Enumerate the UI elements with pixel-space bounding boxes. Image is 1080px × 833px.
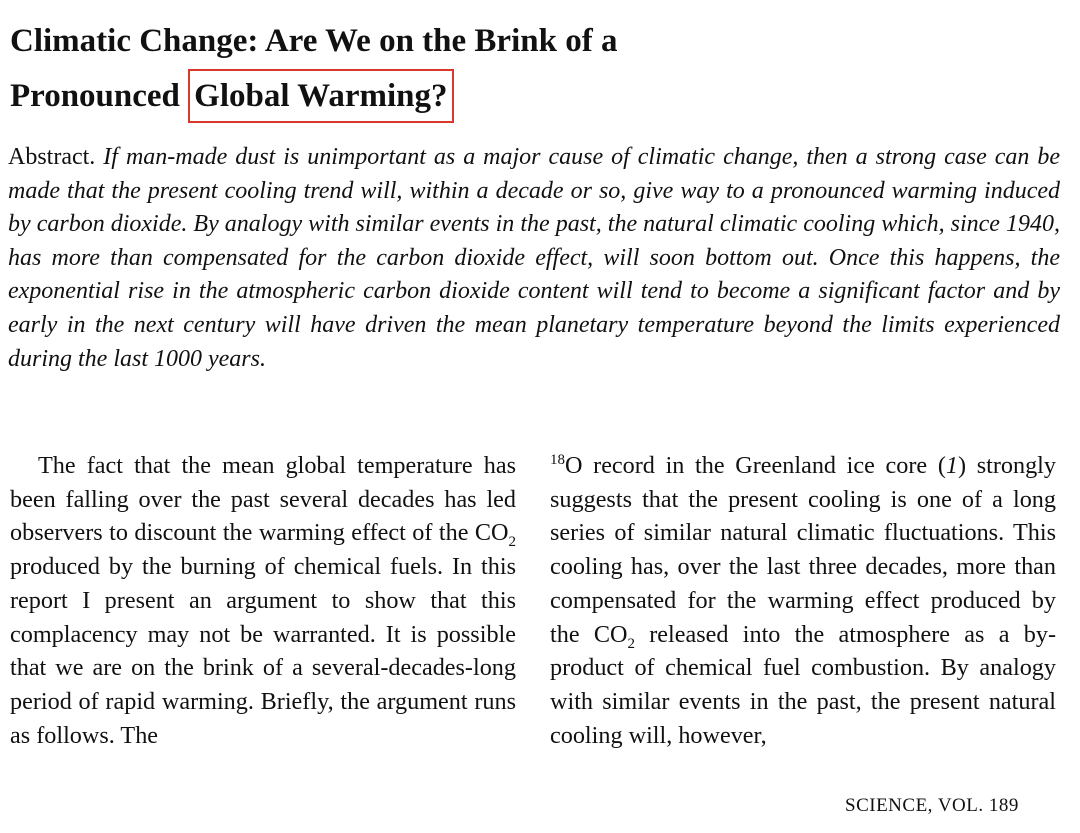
right-column-text xyxy=(550,449,1056,752)
title-line-2 xyxy=(10,69,1070,124)
reference-number: 1 xyxy=(945,452,958,479)
co2-subscript: 2 xyxy=(627,635,635,652)
abstract-label: Abstract. xyxy=(8,144,96,170)
article-title xyxy=(10,14,1070,124)
co2-subscript: 2 xyxy=(508,534,516,551)
right-text-part-3: released into the atmosphere as a by-product of chemical fuel combustion. By analogy with similar events in the past, the present natural cooling will, however, xyxy=(550,620,1056,749)
title-prefix: Pronounced xyxy=(10,78,180,114)
abstract-text: If man-made dust is unimportant as a major cause of climatic change, then a strong case can be made that the present cooling trend will, within a decade or so, give way to a pronounced warming induced by carbon dioxide. By analogy with similar events in the past, the natural climatic cooling which, since 1940, has more than compensated for the carbon dioxide effect, will soon bottom out. Once this happens, the exponential rise in the atmospheric carbon dioxide content will tend to become a significant factor and by early in the next century will have driven the mean planetary temperature beyond the limits experienced during the last 1000 years. xyxy=(8,144,1060,372)
right-text-part-2: ) strongly suggests that the present cooling is one of a long series of similar natural climatic fluctuations. This cooling has, over the last three decades, more than compensated for the warming effect produced by the CO xyxy=(550,452,1056,648)
title-highlight-box: Global Warming? xyxy=(188,69,453,123)
left-column-text xyxy=(10,449,516,752)
isotope-superscript: 18 xyxy=(550,451,565,468)
left-text-part-1: The fact that the mean global temperature has been falling over the past several decades has led observers to discount the warming effect of the CO xyxy=(10,452,516,547)
abstract-paragraph xyxy=(8,141,1060,376)
right-text-part-1: O record in the Greenland ice core ( xyxy=(565,452,946,479)
title-line-1: Climatic Change: Are We on the Brink of a xyxy=(10,23,618,59)
journal-footer: SCIENCE, VOL. 189 xyxy=(845,795,1019,816)
left-text-part-2: produced by the burning of chemical fuels. In this report I present an argument to show that this complacency may not be warranted. It is possible that we are on the brink of a several-decades-long period of rapid warming. Briefly, the argument runs as follows. The xyxy=(10,553,516,749)
